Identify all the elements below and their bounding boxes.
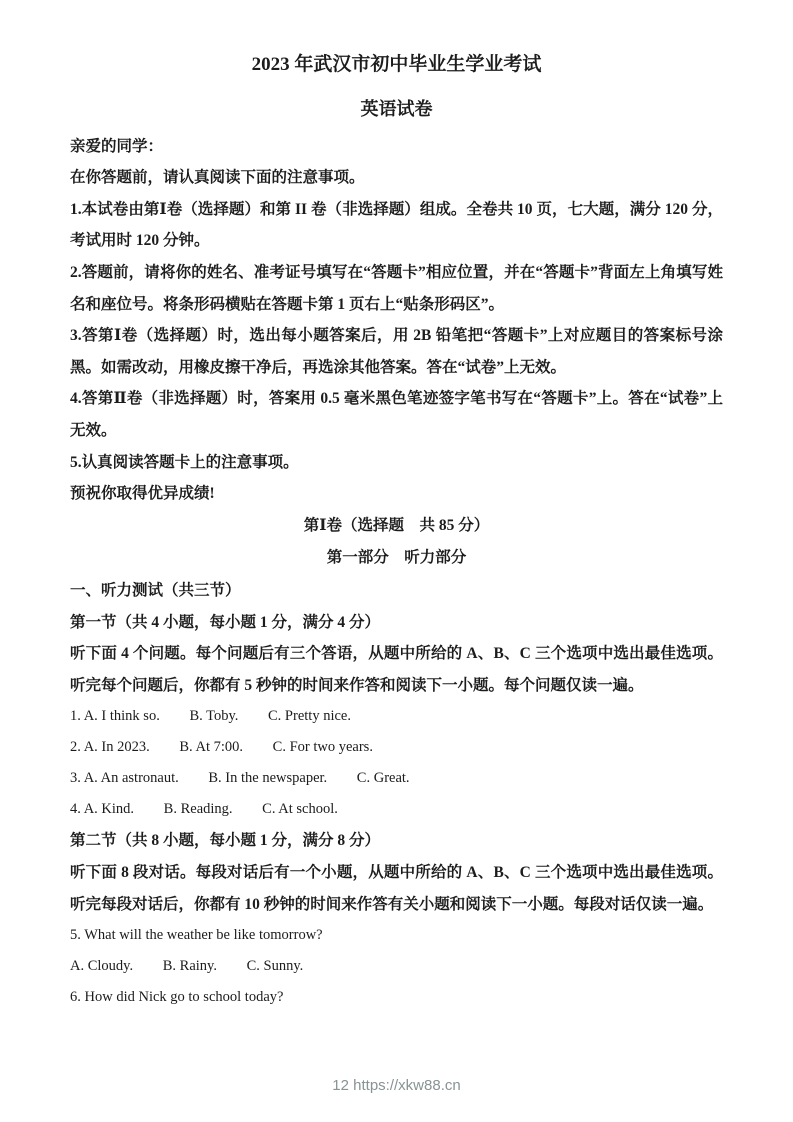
volume-1-heading: 第Ⅰ卷（选择题 共 85 分） (303, 516, 490, 534)
listening-test-heading: 一、听力测试（共三节） (70, 582, 241, 599)
question-4-option-b: B. Reading. (163, 801, 233, 818)
question-2-option-b: B. At 7:00. (179, 739, 244, 756)
question-5-option-b: B. Rainy. (162, 958, 217, 975)
good-luck-wish: 预祝你取得优异成绩! (70, 485, 215, 503)
part-1-heading: 第一部分 听力部分 (326, 549, 467, 567)
listening-section2-instructions-line1: 听下面 8 段对话。每段对话后有一个小题，从题中所给的 A、B、C 三个选项中选出最佳选项。 (70, 864, 723, 882)
listening-section1-heading: 第一节（共 4 小题，每小题 1 分，满分 4 分） (70, 613, 381, 631)
question-2-option-a: 2. A. In 2023. (70, 739, 150, 756)
question-3-option-b: B. In the newspaper. (208, 770, 328, 787)
question-4-option-a: 4. A. Kind. (70, 801, 135, 818)
question-3-option-c: C. Great. (356, 770, 410, 787)
instruction-5: 5.认真阅读答题卡上的注意事项。 (70, 453, 299, 471)
listening-section1-instructions-line1: 听下面 4 个问题。每个问题后有三个答语，从题中所给的 A、B、C 三个选项中选出最佳选项。 (70, 645, 723, 663)
question-5-option-a: A. Cloudy. (70, 958, 134, 975)
listening-section2-instructions (70, 857, 723, 920)
question-4 (70, 794, 723, 825)
question-1-option-a: 1. A. I think so. (70, 708, 160, 725)
instruction-4: 4.答第Ⅱ卷（非选择题）时，答案用 0.5 毫米黑色笔迹签字笔书写在“答题卡”上。答在“试卷”上无效。 (70, 390, 723, 440)
instruction-1: 1.本试卷由第Ⅰ卷（选择题）和第 II 卷（非选择题）组成。全卷共 10 页，七大题，满分 120 分，考试用时 120 分钟。 (70, 200, 723, 250)
question-5-option-c: C. Sunny. (246, 958, 304, 975)
question-4-option-c: C. At school. (262, 801, 338, 818)
listening-section1-instructions-line2: 听完每个问题后，你都有 5 秒钟的时间来作答和阅读下一小题。每个问题仅读一遍。 (70, 676, 644, 694)
question-2-option-c: C. For two years. (272, 739, 373, 756)
page-footer: 12 https://xkw88.cn (332, 1077, 461, 1094)
question-5-options (70, 951, 723, 982)
exam-subtitle: 英语试卷 (360, 98, 433, 119)
question-1-option-b: B. Toby. (189, 708, 239, 725)
listening-section2-instructions-line2: 听完每段对话后，你都有 10 秒钟的时间来作答有关小题和阅读下一小题。每段对话仅读一遍。 (70, 895, 714, 913)
question-3 (70, 763, 723, 794)
question-5-stem: 5. What will the weather be like tomorrow? (70, 927, 323, 944)
question-6-stem: 6. How did Nick go to school today? (70, 989, 284, 1006)
listening-section2-heading: 第二节（共 8 小题，每小题 1 分，满分 8 分） (70, 832, 381, 850)
question-3-option-a: 3. A. An astronaut. (70, 770, 179, 787)
instruction-2: 2.答题前，请将你的姓名、准考证号填写在“答题卡”相应位置，并在“答题卡”背面左上角填写姓名和座位号。将条形码横贴在答题卡第 1 页右上“贴条形码区”。 (70, 264, 723, 313)
instruction-3: 3.答第Ⅰ卷（选择题）时，选出每小题答案后，用 2B 铅笔把“答题卡”上对应题目的答案标号涂黑。如需改动，用橡皮擦干净后，再选涂其他答案。答在“试卷”上无效。 (70, 327, 723, 376)
greeting: 亲爱的同学： (70, 137, 164, 155)
question-1 (70, 701, 723, 732)
question-2 (70, 732, 723, 763)
listening-section1-instructions (70, 638, 723, 701)
exam-title: 2023 年武汉市初中毕业生学业考试 (251, 54, 542, 75)
question-1-option-c: C. Pretty nice. (268, 708, 351, 725)
notice-intro: 在你答题前，请认真阅读下面的注意事项。 (70, 169, 365, 187)
